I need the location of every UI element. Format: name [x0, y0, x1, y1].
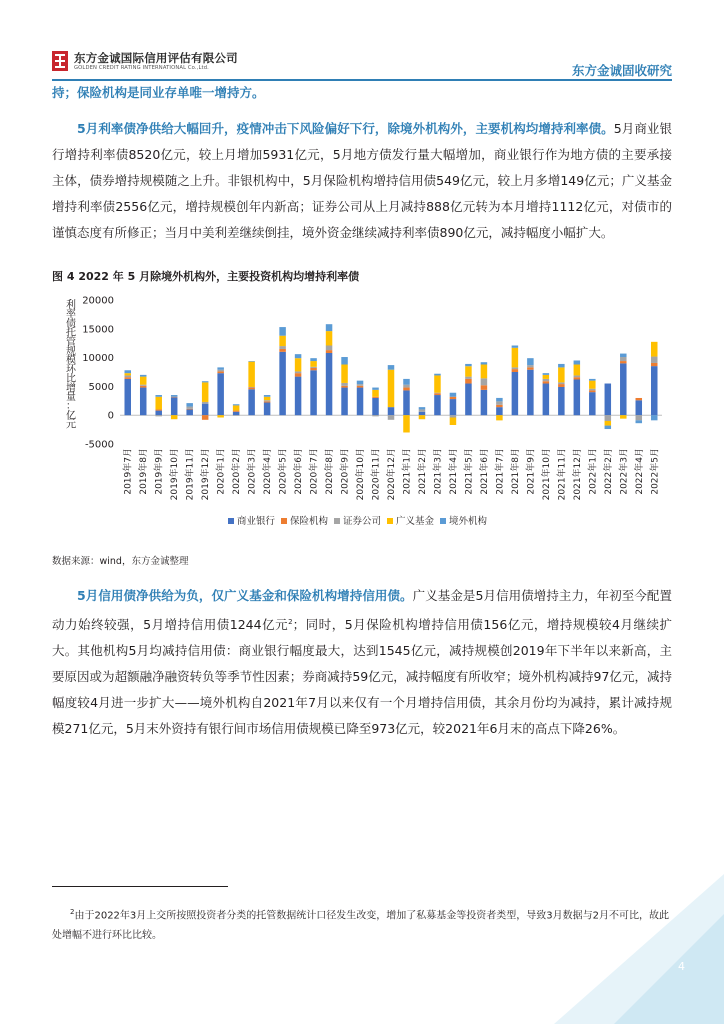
bar-segment — [450, 415, 457, 417]
paragraph-credit — [52, 583, 672, 742]
bar-segment — [248, 389, 255, 415]
x-tick-label: 2020年8月 — [325, 448, 336, 495]
bar-segment — [419, 407, 426, 409]
bar-segment — [434, 393, 441, 394]
bar-segment — [651, 415, 658, 420]
bar-segment — [310, 370, 317, 415]
bar-segment — [233, 404, 240, 405]
x-tick-label: 2021年8月 — [510, 448, 521, 495]
footnote-ref: 2 — [288, 618, 293, 626]
bar-segment — [589, 390, 596, 392]
x-tick-label: 2020年7月 — [309, 448, 320, 495]
x-tick-label: 2019年12月 — [201, 448, 212, 501]
bar-segment — [543, 379, 550, 381]
bar-segment — [527, 365, 534, 367]
bar-segment — [341, 357, 348, 364]
bar-segment — [295, 358, 302, 371]
bar-segment — [496, 415, 503, 420]
bar-segment — [202, 382, 209, 402]
bar-segment — [248, 361, 255, 362]
paragraph-credit-text-a: 广义基金是5月信用债增持主力，年初至今配置动力始终较强，5月增持信用债1244亿元 — [52, 588, 672, 633]
bar-segment — [403, 415, 410, 432]
y-tick-label: 0 — [107, 410, 114, 422]
x-tick-label: 2021年7月 — [495, 448, 506, 495]
x-tick-label: 2022年4月 — [634, 448, 645, 495]
bar-segment — [279, 349, 286, 352]
legend-label: 证券公司 — [343, 516, 382, 527]
bar-segment — [465, 384, 472, 416]
bar-segment — [481, 362, 488, 364]
bar-segment — [605, 426, 612, 429]
bar-segment — [403, 388, 410, 391]
bar-segment — [279, 346, 286, 349]
company-name-cn: 东方金诚国际信用评估有限公司 — [74, 51, 238, 65]
bar-segment — [310, 361, 317, 367]
bar-segment — [202, 381, 209, 382]
bar-segment — [279, 327, 286, 336]
bar-segment — [233, 405, 240, 410]
x-tick-label: 2022年5月 — [650, 448, 661, 495]
legend-label: 境外机构 — [449, 516, 488, 527]
bar-segment — [512, 348, 519, 368]
bar-segment — [217, 367, 224, 369]
bar-segment — [589, 389, 596, 391]
bar-segment — [651, 363, 658, 366]
x-tick-label: 2022年3月 — [619, 448, 630, 495]
bar-segment — [155, 409, 162, 410]
bar-segment — [341, 388, 348, 416]
legend-swatch — [440, 518, 446, 524]
bar-segment — [527, 367, 534, 369]
bar-segment — [124, 375, 131, 377]
x-tick-label: 2020年2月 — [232, 448, 243, 495]
bar-segment — [434, 374, 441, 376]
bar-segment — [543, 375, 550, 379]
y-tick-label: 10000 — [82, 353, 114, 365]
bar-segment — [326, 350, 333, 353]
legend-label: 商业银行 — [237, 516, 276, 527]
bar-segment — [496, 407, 503, 415]
legend-label: 广义基金 — [396, 516, 435, 527]
bar-segment — [636, 400, 643, 415]
x-tick-label: 2021年10月 — [541, 448, 552, 501]
bar-segment — [202, 404, 209, 416]
bar-segment — [605, 384, 612, 416]
company-logo-icon — [52, 51, 68, 71]
bar-segment — [558, 364, 565, 367]
y-tick-label: 5000 — [88, 381, 114, 393]
x-tick-label: 2021年1月 — [402, 448, 413, 495]
bar-segment — [527, 358, 534, 365]
bar-segment — [512, 372, 519, 415]
x-tick-label: 2020年9月 — [340, 448, 351, 495]
legend-swatch — [281, 518, 287, 524]
bar-segment — [419, 415, 426, 419]
bar-segment — [186, 407, 193, 409]
bar-segment — [248, 362, 255, 387]
x-tick-label: 2021年4月 — [448, 448, 459, 495]
bar-segment — [186, 403, 193, 406]
page-number: 4 — [678, 960, 685, 973]
x-tick-label: 2020年5月 — [278, 448, 289, 495]
bar-segment — [574, 365, 581, 376]
bar-segment — [171, 397, 178, 398]
legend-swatch — [334, 518, 340, 524]
bar-segment — [124, 379, 131, 415]
bar-segment — [233, 415, 240, 416]
bar-segment — [543, 381, 550, 383]
footnote-divider — [52, 886, 228, 887]
corner-decoration — [554, 874, 724, 1024]
bar-segment — [388, 415, 395, 420]
bar-segment — [372, 398, 379, 415]
bar-segment — [124, 370, 131, 373]
bar-segment — [233, 412, 240, 415]
footnote-number: 2 — [70, 908, 75, 916]
bar-segment — [574, 360, 581, 364]
bar-segment — [543, 373, 550, 375]
bar-segment — [434, 375, 441, 392]
bar-segment — [403, 385, 410, 388]
bar-segment — [186, 409, 193, 410]
x-tick-label: 2019年10月 — [170, 448, 181, 501]
bar-segment — [310, 368, 317, 370]
bar-segment — [388, 370, 395, 407]
bar-segment — [217, 370, 224, 372]
x-tick-label: 2020年6月 — [294, 448, 305, 495]
bar-segment — [496, 398, 503, 401]
bar-segment — [140, 377, 147, 385]
bar-segment — [481, 378, 488, 385]
bar-segment — [450, 393, 457, 397]
figure-title: 图 4 2022 年 5 月除境外机构外，主要投资机构均增持利率债 — [52, 270, 360, 283]
bar-segment — [310, 358, 317, 361]
legend-label: 保险机构 — [290, 516, 329, 527]
bar-segment — [326, 331, 333, 345]
bar-segment — [450, 397, 457, 399]
bar-segment — [496, 405, 503, 407]
bar-segment — [512, 369, 519, 372]
x-tick-label: 2021年3月 — [433, 448, 444, 495]
x-tick-label: 2021年5月 — [464, 448, 475, 495]
bar-segment — [233, 411, 240, 412]
bar-segment — [295, 371, 302, 373]
x-tick-label: 2020年4月 — [263, 448, 274, 495]
bar-segment — [155, 411, 162, 416]
bar-segment — [357, 384, 364, 386]
bar-segment — [636, 398, 643, 400]
x-tick-label: 2020年3月 — [247, 448, 258, 495]
bar-segment — [512, 346, 519, 348]
bar-segment — [388, 407, 395, 415]
bar-segment — [248, 387, 255, 388]
bar-segment — [217, 415, 224, 417]
bar-segment — [481, 365, 488, 379]
x-tick-label: 2021年12月 — [572, 448, 583, 501]
bar-segment — [620, 357, 627, 361]
bar-segment — [372, 390, 379, 397]
bar-segment — [651, 342, 658, 357]
x-tick-label: 2020年11月 — [371, 448, 382, 501]
x-tick-label: 2019年8月 — [139, 448, 150, 495]
y-tick-label: 15000 — [82, 324, 114, 336]
bar-segment — [496, 401, 503, 404]
bar-segment — [558, 382, 565, 384]
x-tick-label: 2021年11月 — [557, 448, 568, 501]
x-tick-label: 2021年9月 — [526, 448, 537, 495]
bar-segment — [295, 373, 302, 376]
bar-segment — [248, 388, 255, 390]
bar-segment — [202, 402, 209, 404]
bar-segment — [434, 393, 441, 395]
bar-segment — [651, 366, 658, 415]
bar-segment — [326, 346, 333, 351]
bar-segment — [264, 403, 271, 416]
bar-segment — [341, 383, 348, 386]
bar-segment — [574, 377, 581, 379]
bar-segment — [372, 388, 379, 390]
bar-segment — [574, 379, 581, 415]
section-title: 东方金诚固收研究 — [571, 63, 672, 78]
bar-segment — [279, 336, 286, 346]
paragraph-continued — [52, 80, 672, 106]
bar-segment — [636, 415, 643, 420]
bar-segment — [155, 395, 162, 397]
paragraph-credit-bold: 5月信用债净供给为负，仅广义基金和保险机构增持信用债。 — [77, 588, 413, 603]
bar-segment — [264, 395, 271, 397]
bar-segment — [171, 397, 178, 415]
bar-segment — [558, 367, 565, 382]
bar-segment — [140, 385, 147, 386]
bar-segment — [186, 409, 193, 415]
bar-segment — [372, 397, 379, 398]
bar-segment — [450, 418, 457, 425]
y-tick-label: 20000 — [82, 295, 114, 307]
bar-segment — [481, 385, 488, 390]
bar-segment — [605, 421, 612, 426]
bar-segment — [217, 371, 224, 373]
bar-segment — [357, 388, 364, 416]
bar-segment — [264, 401, 271, 402]
bar-segment — [357, 381, 364, 384]
x-tick-label: 2020年10月 — [356, 448, 367, 501]
bar-segment — [388, 365, 395, 370]
bar-segment — [543, 384, 550, 416]
bar-segment — [620, 363, 627, 415]
bar-segment — [620, 361, 627, 363]
bar-segment — [651, 357, 658, 363]
bar-segment — [589, 392, 596, 415]
bar-segment — [434, 395, 441, 415]
x-tick-label: 2019年9月 — [154, 448, 165, 495]
y-axis-label: 利率债托管规模环比增量：亿元 — [66, 300, 76, 431]
x-tick-label: 2022年1月 — [588, 448, 599, 495]
bar-segment — [264, 397, 271, 400]
bar-segment — [465, 364, 472, 366]
page-header — [52, 50, 672, 80]
bar-segment — [341, 386, 348, 388]
bar-segment — [326, 324, 333, 331]
bar-segment — [140, 386, 147, 388]
bar-segment — [558, 384, 565, 387]
bar-segment — [403, 390, 410, 415]
bar-segment — [140, 375, 147, 377]
bar-segment — [450, 399, 457, 415]
bar-segment — [124, 373, 131, 375]
bar-segment — [295, 377, 302, 416]
paragraph-rates-text: 5月商业银行增持利率债8520亿元，较上月增加5931亿元，5月地方债发行量大幅增加，商业银行作为地方债的主要承接主体，债券增持规模随之上升。非银机构中，5月保险机构增持信用债549亿元，较上月多增149亿元；广义基金增持利率债2556亿元，增持规模创年内新高；证券公司从上月减持888亿元转为本月增持1112亿元，对债市的谨慎态度有所修正；当月中美利差继续倒挂，境外资金继续减持利率债890亿元，减持幅度小幅扩大。 — [52, 121, 673, 240]
y-tick-label: -5000 — [84, 439, 114, 451]
paragraph-credit-text-b: ；同时，5月保险机构增持信用债156亿元，增持规模较4月继续扩大。其他机构5月均减持信用债：商业银行幅度最大，达到1545亿元，减持规模创2019年下半年以来新高，主要原因或为超额融净融资转负等季节性因素；券商减持59亿元，减持幅度有所收窄；境外机构减持97亿元，减持幅度较4月进一步扩大——境外机构自2021年7月以来仅有一个月增持信用债，其余月份均为减持，累计减持规模271亿元，5月末外资持有银行间市场信用债规模已降至973亿元，较2021年6月末的高点下降26%。 — [52, 617, 673, 737]
legend-swatch — [387, 518, 393, 524]
bar-segment — [124, 377, 131, 379]
bar-segment — [295, 354, 302, 358]
bar-segment — [341, 365, 348, 383]
stacked-bar-chart — [52, 288, 672, 550]
bar-segment — [310, 367, 317, 368]
bar-segment — [465, 366, 472, 376]
x-tick-label: 2020年1月 — [216, 448, 227, 495]
paragraph-rates — [52, 116, 672, 246]
bar-segment — [171, 415, 178, 419]
bar-segment — [620, 415, 627, 418]
bar-segment — [465, 379, 472, 384]
x-tick-label: 2019年7月 — [123, 448, 134, 495]
bar-segment — [605, 415, 612, 421]
x-tick-label: 2021年6月 — [479, 448, 490, 495]
company-name-en: GOLDEN CREDIT RATING INTERNATIONAL Co.,Ltd. — [74, 65, 209, 71]
paragraph-continued-bold: 持；保险机构是同业存单唯一增持方。 — [52, 85, 265, 100]
x-tick-label: 2022年2月 — [603, 448, 614, 495]
bar-segment — [155, 397, 162, 410]
bar-segment — [636, 420, 643, 423]
bar-segment — [574, 375, 581, 377]
bar-segment — [481, 390, 488, 415]
bar-segment — [465, 377, 472, 379]
x-tick-label: 2019年11月 — [185, 448, 196, 501]
bar-segment — [419, 412, 426, 415]
bar-segment — [512, 367, 519, 369]
bar-segment — [558, 387, 565, 415]
figure-source: 数据来源：wind，东方金诚整理 — [52, 556, 189, 567]
bar-segment — [202, 415, 209, 420]
bar-segment — [419, 409, 426, 411]
bar-segment — [589, 379, 596, 381]
bar-segment — [372, 415, 379, 416]
bar-segment — [620, 354, 627, 357]
paragraph-rates-bold: 5月利率债净供给大幅回升，疫情冲击下风险偏好下行，除境外机构外，主要机构均增持利率债。 — [77, 121, 614, 136]
bar-segment — [279, 352, 286, 415]
footnote-text: 由于2022年3月上交所按照投资者分类的托管数据统计口径发生改变，增加了私募基金等投资者类型，导致3月数据与2月不可比，故此处增幅不进行环比比较。 — [52, 910, 670, 942]
bar-segment — [527, 370, 534, 416]
bar-segment — [264, 400, 271, 401]
bar-segment — [171, 395, 178, 397]
x-tick-label: 2020年12月 — [387, 448, 397, 501]
bar-segment — [155, 415, 162, 416]
bar-segment — [403, 379, 410, 385]
bar-segment — [217, 373, 224, 415]
legend-swatch — [228, 518, 234, 524]
bar-segment — [326, 353, 333, 415]
bar-segment — [357, 386, 364, 388]
bar-segment — [589, 381, 596, 389]
x-tick-label: 2021年2月 — [417, 448, 428, 495]
bar-segment — [140, 388, 147, 416]
